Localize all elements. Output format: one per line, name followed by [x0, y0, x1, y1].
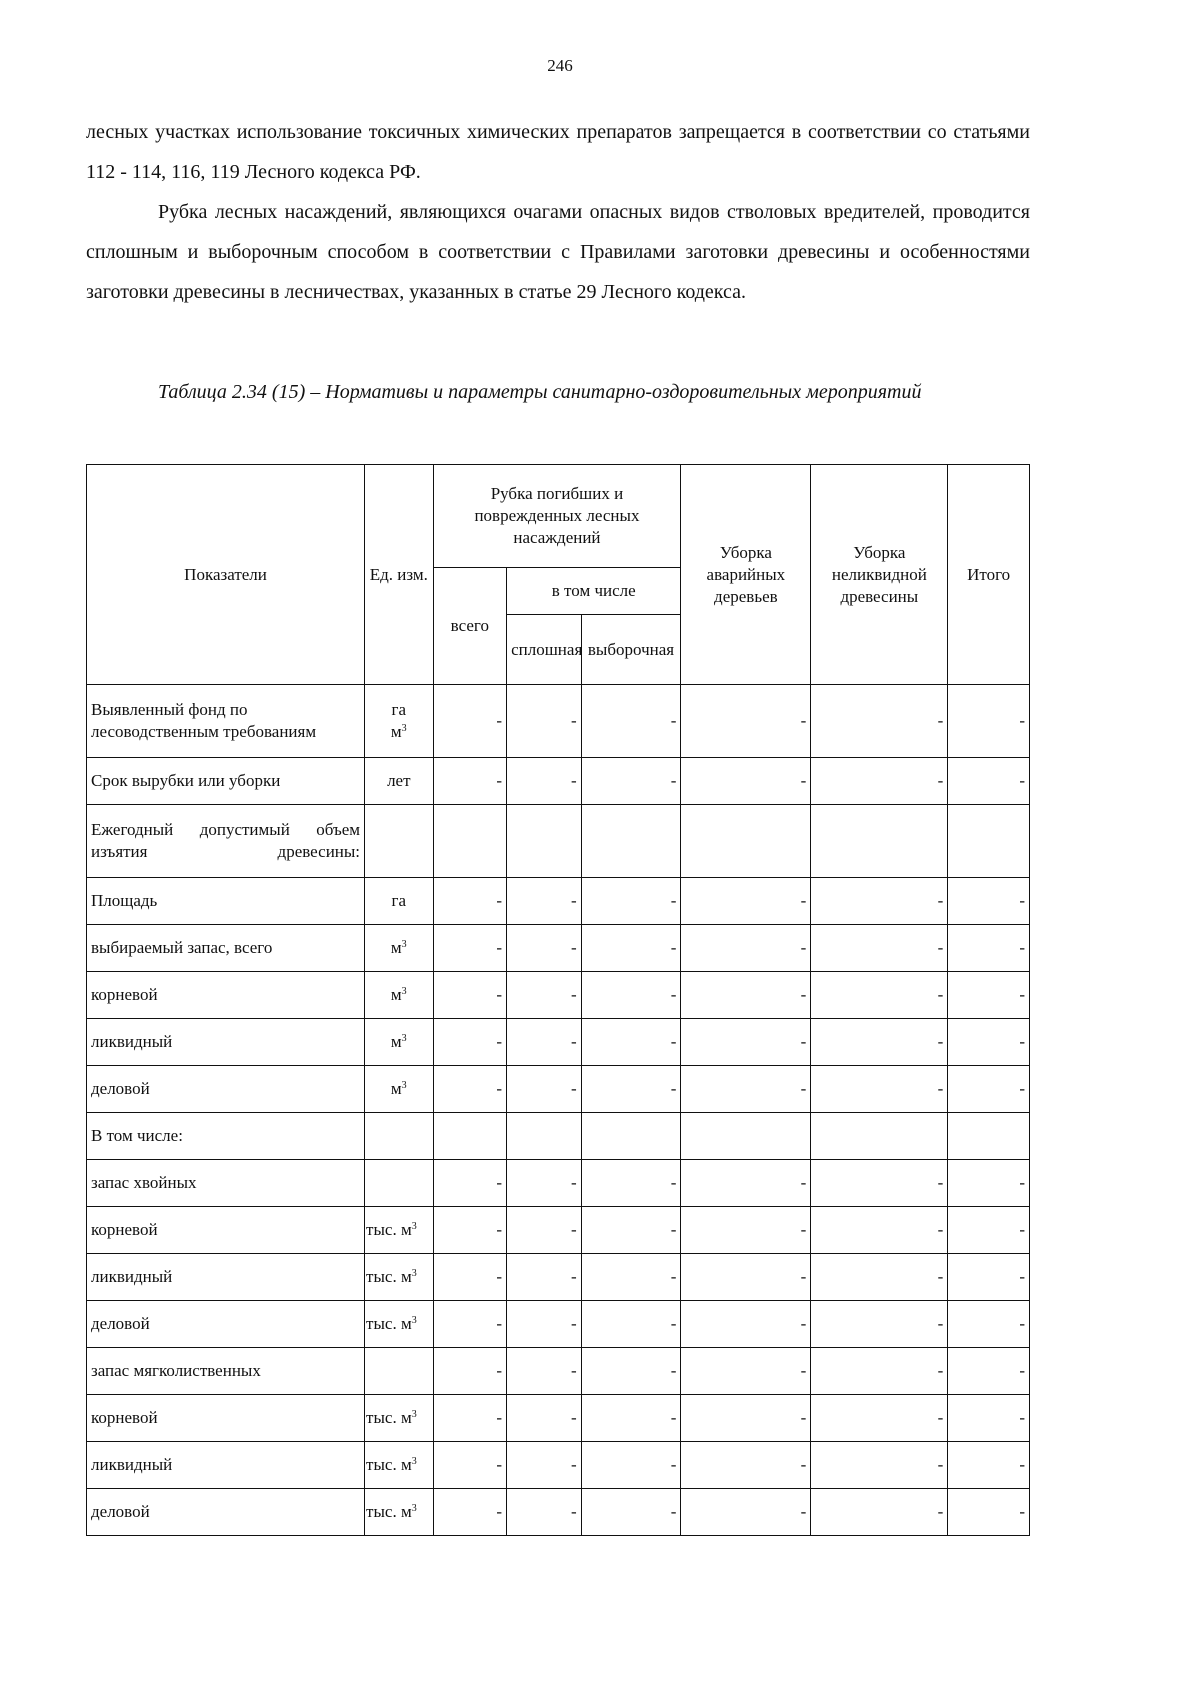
- row-label: Срок вырубки или уборки: [87, 758, 365, 805]
- row-value: -: [507, 1066, 582, 1113]
- row-value: -: [948, 1254, 1030, 1301]
- paragraph-2: Рубка лесных насаждений, являющихся очагами опасных видов стволовых вредителей, проводится сплошным и выборочным способом в соответствии с Правилами заготовки древесины и особенностями заготовки древесины в лесничествах, указанных в статье 29 Лесного кодекса.: [86, 201, 1030, 303]
- unit-superscript: 3: [401, 986, 407, 997]
- row-value: [948, 805, 1030, 878]
- row-unit: [365, 1301, 434, 1348]
- row-value: -: [433, 1066, 507, 1113]
- unit-text: тыс. м: [366, 1408, 412, 1427]
- unit-superscript: 3: [411, 1456, 417, 1467]
- row-value: [507, 805, 582, 878]
- row-value: -: [811, 1442, 948, 1489]
- row-value: -: [811, 1207, 948, 1254]
- header-indicators: Показатели: [87, 465, 365, 685]
- row-value: -: [507, 1348, 582, 1395]
- unit-text: м: [390, 1032, 402, 1051]
- row-unit: [365, 1066, 434, 1113]
- row-label: Площадь: [87, 878, 365, 925]
- row-value: -: [948, 1019, 1030, 1066]
- row-value: -: [581, 685, 681, 758]
- row-label: деловой: [87, 1301, 365, 1348]
- row-unit: [365, 758, 434, 805]
- table-row: [87, 1254, 1030, 1301]
- row-label: запас мягколиственных: [87, 1348, 365, 1395]
- unit-primary: га: [391, 700, 407, 719]
- row-value: -: [507, 685, 582, 758]
- unit-text: тыс. м: [366, 1267, 412, 1286]
- table-body: [87, 685, 1030, 1536]
- row-value: -: [811, 1066, 948, 1113]
- row-value: -: [811, 1348, 948, 1395]
- row-value: -: [948, 972, 1030, 1019]
- row-value: -: [507, 1489, 582, 1536]
- header-including: в том числе: [507, 568, 681, 615]
- row-unit: [365, 1160, 434, 1207]
- unit-secondary: [369, 721, 429, 743]
- unit-superscript: 3: [411, 1268, 417, 1279]
- row-value: -: [811, 1019, 948, 1066]
- unit-superscript: 3: [401, 1033, 407, 1044]
- row-value: -: [507, 925, 582, 972]
- row-label: Выявленный фонд по лесоводственным требованиям: [87, 685, 365, 758]
- row-unit: [365, 1489, 434, 1536]
- header-clear-felling: сплошная: [507, 615, 582, 685]
- row-unit: [365, 1395, 434, 1442]
- row-value: -: [948, 1207, 1030, 1254]
- row-value: -: [581, 758, 681, 805]
- row-value: -: [681, 972, 811, 1019]
- header-selective-felling: выборочная: [581, 615, 681, 685]
- row-label: корневой: [87, 972, 365, 1019]
- row-unit: [365, 805, 434, 878]
- row-value: -: [433, 685, 507, 758]
- row-value: -: [581, 1207, 681, 1254]
- row-label: В том числе:: [87, 1113, 365, 1160]
- sanitary-measures-table: [86, 464, 1030, 1536]
- row-value: -: [507, 1301, 582, 1348]
- row-value: -: [681, 1254, 811, 1301]
- row-value: [581, 805, 681, 878]
- unit-text: м: [390, 985, 402, 1004]
- unit-text: м: [390, 938, 402, 957]
- row-value: -: [507, 1254, 582, 1301]
- unit-superscript: 3: [401, 723, 407, 734]
- row-value: -: [581, 1160, 681, 1207]
- header-emergency-trees: Уборка аварийных деревьев: [681, 465, 811, 685]
- row-value: -: [507, 878, 582, 925]
- paragraph-1: лесных участках использование токсичных химических препаратов запрещается в соответствии со статьями 112 - 114, 116, 119 Лесного кодекса РФ.: [86, 121, 1030, 183]
- table-row: [87, 758, 1030, 805]
- unit-text: м: [390, 1079, 402, 1098]
- row-value: -: [681, 1348, 811, 1395]
- table-row: [87, 925, 1030, 972]
- unit-superscript: 3: [401, 1080, 407, 1091]
- row-value: [507, 1113, 582, 1160]
- row-value: [948, 1113, 1030, 1160]
- row-value: -: [581, 1395, 681, 1442]
- row-value: -: [581, 1489, 681, 1536]
- row-value: -: [507, 1442, 582, 1489]
- header-unit: Ед. изм.: [365, 465, 434, 685]
- row-value: -: [433, 758, 507, 805]
- table-row: [87, 805, 1030, 878]
- row-label: корневой: [87, 1207, 365, 1254]
- table-row: [87, 972, 1030, 1019]
- page-number: 246: [547, 56, 573, 75]
- unit-text: га: [391, 891, 407, 910]
- row-value: -: [948, 1442, 1030, 1489]
- row-value: -: [681, 1442, 811, 1489]
- row-value: -: [681, 925, 811, 972]
- table-row: [87, 1348, 1030, 1395]
- unit-superscript: 3: [411, 1503, 417, 1514]
- row-value: -: [681, 1395, 811, 1442]
- unit-superscript: 3: [411, 1315, 417, 1326]
- row-value: -: [681, 1160, 811, 1207]
- row-value: -: [948, 925, 1030, 972]
- row-value: [581, 1113, 681, 1160]
- row-unit: [365, 1019, 434, 1066]
- row-value: -: [948, 878, 1030, 925]
- row-value: -: [433, 1301, 507, 1348]
- row-label: ликвидный: [87, 1254, 365, 1301]
- row-value: -: [811, 1301, 948, 1348]
- unit-superscript: 3: [401, 939, 407, 950]
- table-row: [87, 1489, 1030, 1536]
- unit-secondary-text: м: [390, 722, 402, 741]
- row-value: [681, 1113, 811, 1160]
- row-value: [433, 805, 507, 878]
- row-value: -: [581, 1254, 681, 1301]
- row-value: -: [433, 1254, 507, 1301]
- unit-text: лет: [387, 771, 411, 790]
- row-unit: [365, 878, 434, 925]
- row-value: -: [948, 1395, 1030, 1442]
- row-value: -: [811, 878, 948, 925]
- row-value: -: [811, 1395, 948, 1442]
- row-value: -: [433, 1019, 507, 1066]
- row-value: -: [681, 1019, 811, 1066]
- row-label: выбираемый запас, всего: [87, 925, 365, 972]
- unit-superscript: 3: [411, 1409, 417, 1420]
- row-value: -: [811, 925, 948, 972]
- row-value: [433, 1113, 507, 1160]
- row-value: -: [681, 1207, 811, 1254]
- row-value: -: [507, 1160, 582, 1207]
- row-value: -: [948, 758, 1030, 805]
- row-unit: [365, 925, 434, 972]
- table-row: [87, 1301, 1030, 1348]
- row-value: -: [581, 1019, 681, 1066]
- row-value: -: [811, 1254, 948, 1301]
- row-value: -: [811, 685, 948, 758]
- unit-text: тыс. м: [366, 1502, 412, 1521]
- row-value: -: [433, 878, 507, 925]
- table-row: [87, 1019, 1030, 1066]
- body-text: [86, 112, 1030, 312]
- table-row: [87, 685, 1030, 758]
- row-label: деловой: [87, 1489, 365, 1536]
- table-row: [87, 1160, 1030, 1207]
- row-value: [811, 805, 948, 878]
- row-value: -: [433, 972, 507, 1019]
- unit-text: тыс. м: [366, 1314, 412, 1333]
- unit-text: тыс. м: [366, 1220, 412, 1239]
- table-row: [87, 1207, 1030, 1254]
- table-row: [87, 1395, 1030, 1442]
- header-total-all: всего: [433, 568, 507, 685]
- row-value: -: [811, 1489, 948, 1536]
- row-unit: [365, 1254, 434, 1301]
- row-value: -: [681, 685, 811, 758]
- row-value: -: [581, 878, 681, 925]
- row-value: -: [681, 1301, 811, 1348]
- table-row: [87, 1066, 1030, 1113]
- table-row: [87, 1442, 1030, 1489]
- row-value: -: [948, 685, 1030, 758]
- row-value: -: [433, 1395, 507, 1442]
- row-value: -: [507, 1207, 582, 1254]
- row-value: [811, 1113, 948, 1160]
- row-value: -: [581, 972, 681, 1019]
- unit-superscript: 3: [411, 1221, 417, 1232]
- row-value: -: [811, 758, 948, 805]
- row-label: Ежегодный допустимый объем изъятия древесины:: [87, 805, 365, 878]
- row-label: деловой: [87, 1066, 365, 1113]
- row-value: -: [681, 878, 811, 925]
- row-value: -: [581, 1066, 681, 1113]
- row-value: -: [433, 1160, 507, 1207]
- unit-text: тыс. м: [366, 1455, 412, 1474]
- header-illiquid-wood: Уборка неликвидной древесины: [811, 465, 948, 685]
- row-value: -: [681, 1066, 811, 1113]
- row-unit: [365, 1442, 434, 1489]
- row-value: -: [581, 1301, 681, 1348]
- header-total: Итого: [948, 465, 1030, 685]
- row-unit: [365, 1113, 434, 1160]
- table-caption: Таблица 2.34 (15) – Нормативы и параметры санитарно-оздоровительных мероприятий: [158, 381, 922, 403]
- row-label: запас хвойных: [87, 1160, 365, 1207]
- row-value: -: [507, 1395, 582, 1442]
- table-row: [87, 1113, 1030, 1160]
- row-value: -: [681, 758, 811, 805]
- row-label: ликвидный: [87, 1442, 365, 1489]
- row-unit: [365, 1207, 434, 1254]
- row-label: корневой: [87, 1395, 365, 1442]
- row-value: -: [581, 925, 681, 972]
- row-value: -: [948, 1160, 1030, 1207]
- table-row: [87, 878, 1030, 925]
- row-value: -: [948, 1489, 1030, 1536]
- row-value: -: [948, 1066, 1030, 1113]
- row-value: -: [811, 1160, 948, 1207]
- header-felling-group: Рубка погибших и поврежденных лесных насаждений: [433, 465, 681, 568]
- row-value: -: [507, 1019, 582, 1066]
- row-unit: [365, 685, 434, 758]
- row-value: -: [581, 1442, 681, 1489]
- row-label: ликвидный: [87, 1019, 365, 1066]
- row-unit: [365, 972, 434, 1019]
- row-value: -: [433, 1489, 507, 1536]
- row-value: -: [433, 1207, 507, 1254]
- row-unit: [365, 1348, 434, 1395]
- row-value: -: [948, 1348, 1030, 1395]
- row-value: -: [507, 972, 582, 1019]
- row-value: -: [507, 758, 582, 805]
- row-value: -: [948, 1301, 1030, 1348]
- row-value: -: [433, 925, 507, 972]
- row-value: -: [433, 1348, 507, 1395]
- row-value: -: [581, 1348, 681, 1395]
- row-value: [681, 805, 811, 878]
- row-value: -: [681, 1489, 811, 1536]
- row-value: -: [433, 1442, 507, 1489]
- row-value: -: [811, 972, 948, 1019]
